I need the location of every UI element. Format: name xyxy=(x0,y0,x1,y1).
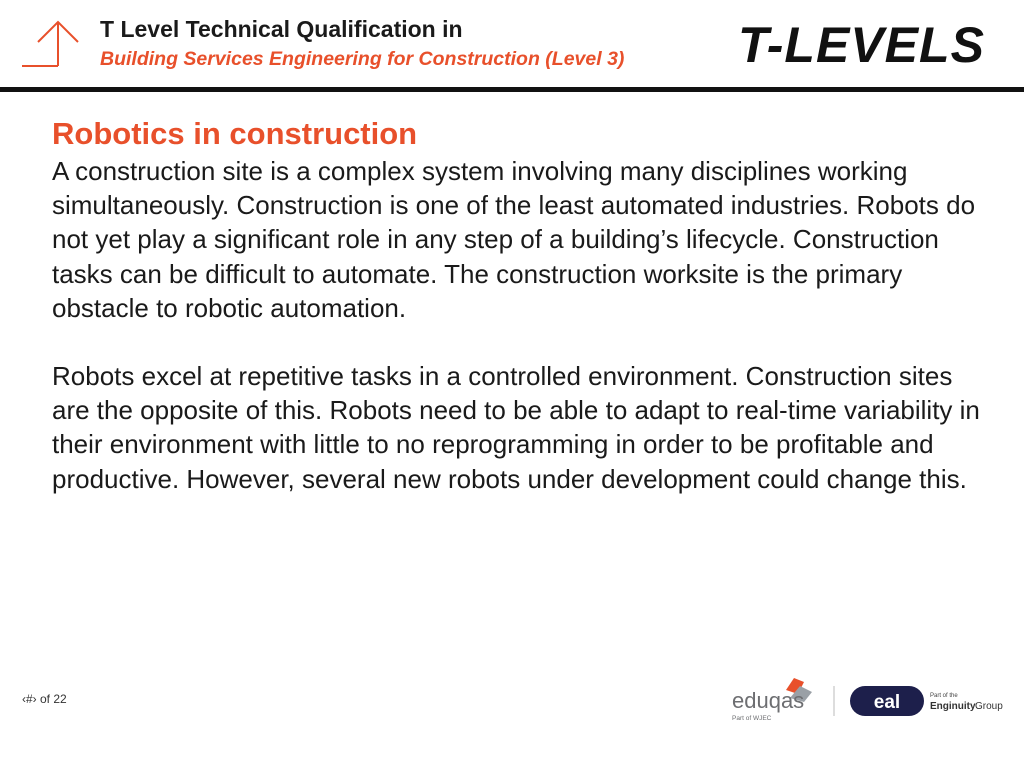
enginuity-prefix: Part of the xyxy=(930,693,958,699)
t-levels-logo-text: T-LEVELS xyxy=(738,17,985,72)
header-divider xyxy=(0,87,1024,92)
eduqas-tagline: Part of WJEC xyxy=(732,715,772,722)
slide-heading: Robotics in construction xyxy=(52,116,418,151)
slide-header xyxy=(0,0,1024,90)
qualification-title: T Level Technical Qualification in xyxy=(100,16,463,42)
enginuity-name: Enginuity xyxy=(930,701,976,712)
eduqas-logo xyxy=(732,678,812,722)
eal-logo xyxy=(850,686,924,716)
slide-content xyxy=(52,114,982,496)
body-paragraph: Robots excel at repetitive tasks in a controlled environment. Construction sites are the opposite of this. Robots need to be able to adapt to real-time variability in their environment with little to no reprogramming in order to be profitable and productive. However, several new robots under development could change this. xyxy=(52,361,980,494)
t-levels-logo xyxy=(738,16,1006,72)
eduqas-logo-text: eduqas xyxy=(732,688,805,713)
up-arrow-icon xyxy=(20,18,80,70)
qualification-subtitle: Building Services Engineering for Construction (Level 3) xyxy=(100,48,625,70)
page-number: ‹#› of 22 xyxy=(22,692,67,706)
partner-logos xyxy=(728,676,1018,722)
enginuity-suffix: Group xyxy=(975,701,1003,712)
enginuity-logo xyxy=(930,693,1003,712)
eal-logo-text: eal xyxy=(873,692,901,713)
body-paragraph: A construction site is a complex system involving many disciplines working simultaneously. Construction is one of the least automated industries. Robots do not yet play a significant role in any step of a building’s lifecycle. Construction tasks can be difficult to automate. The construction worksite is the primary obstacle to robotic automation. xyxy=(52,156,976,323)
